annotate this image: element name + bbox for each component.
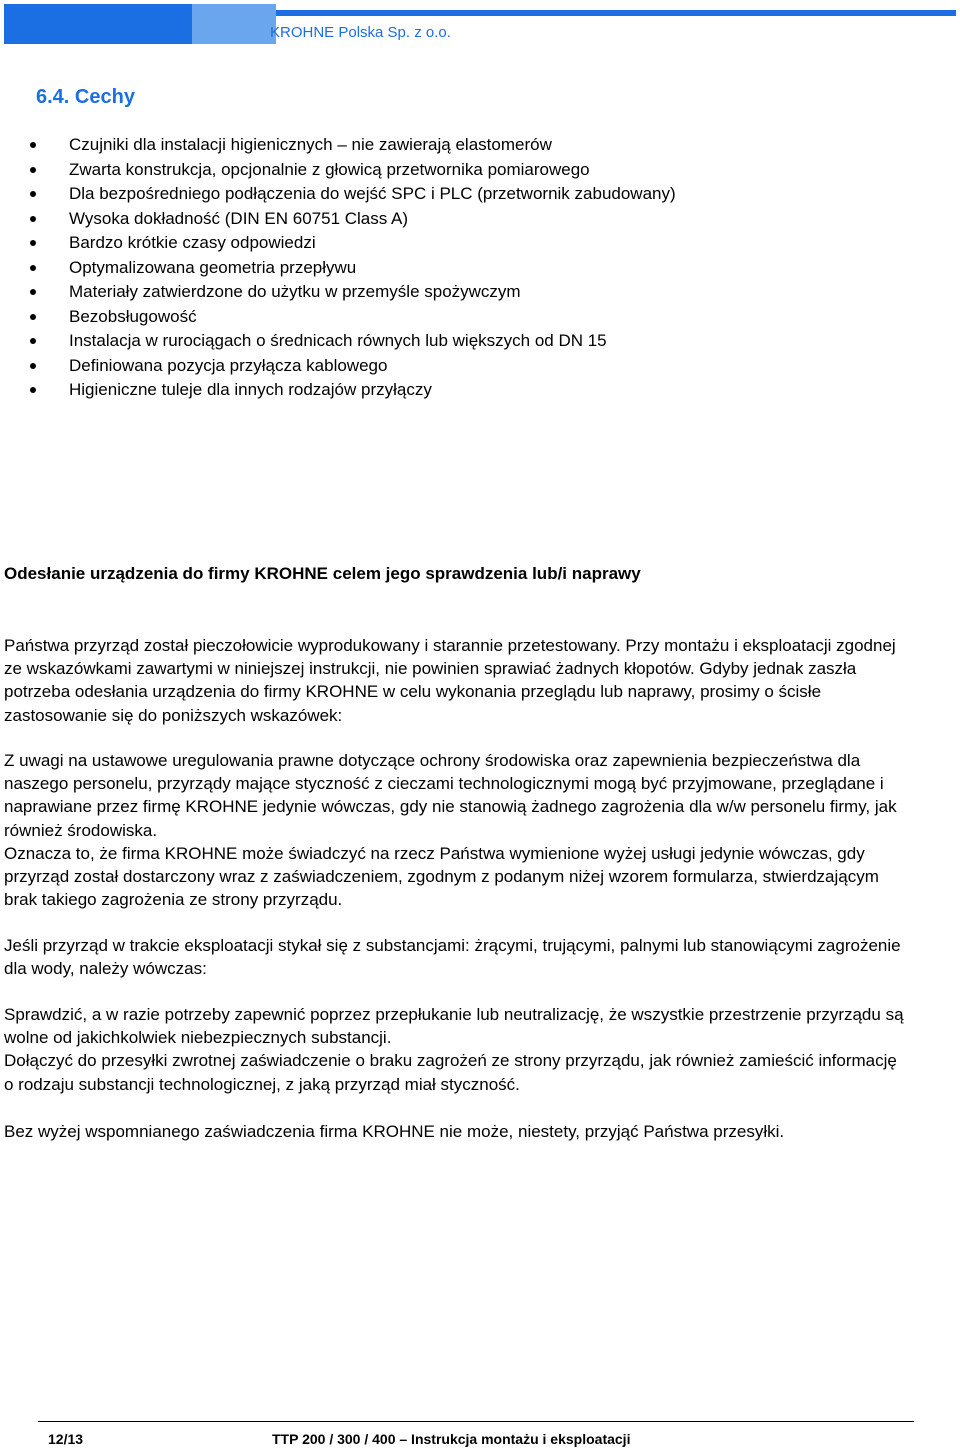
feature-text: Bezobsługowość: [69, 306, 197, 326]
feature-text: Bardzo krótkie czasy odpowiedzi: [69, 233, 316, 252]
paragraph-closing: Bez wyżej wspomnianego zaświadczenia firma KROHNE nie może, niestety, przyjąć Państwa przesyłki.: [4, 1122, 785, 1141]
bullet-icon: [30, 265, 36, 271]
feature-text: Optymalizowana geometria przepływu: [69, 257, 357, 277]
list-item: [0, 256, 676, 281]
list-item: [0, 305, 676, 330]
list-item: [0, 133, 676, 158]
list-item: [0, 207, 676, 232]
bullet-icon: [30, 363, 36, 369]
feature-text: Czujniki dla instalacji higienicznych – nie zawierają elastomerów: [69, 135, 552, 154]
list-item: [0, 158, 676, 183]
section-title: 6.4. Cechy: [36, 86, 135, 108]
feature-text: Definiowana pozycja przyłącza kablowego: [69, 355, 388, 375]
paragraph-hazard: Jeśli przyrząd w trakcie eksploatacji stykał się z substancjami: żrącymi, trującymi, palnymi lub stanowiącymi zagrożenie dla wody, należy wówczas:: [4, 936, 901, 979]
bullet-icon: [30, 387, 36, 393]
paragraph-legal: Z uwagi na ustawowe uregulowania prawne dotyczące ochrony środowiska oraz zapewnienia bezpieczeństwa dla naszego personelu, przyrządy mające styczność z cieczami technologicznymi mogą być przyjmowane, przeglądane i naprawiane przez firmę KROHNE jedynie wówczas, gdy nie stanowią żadnego zagrożenia dla w/w personelu firmy, jak również środowiska. Oznacza to, że firma KROHNE może świadczyć na rzecz Państwa wymienione wyżej usługi jedynie wówczas, gdy przyrząd został dostarczony wraz z zaświadczeniem, zgodnym z podanym niżej wzorem formularza, stwierdzającym brak takiego zagrożenia ze strony przyrządu.: [4, 751, 897, 910]
feature-text: Instalacja w rurociągach o średnicach równych lub większych od DN 15: [69, 331, 607, 350]
paragraph-intro: Państwa przyrząd został pieczołowicie wyprodukowany i starannie przetestowany. Przy montażu i eksploatacji zgodnej ze wskazówkami zawartymi w niniejszej instrukcji, nie powinien sprawiać żadnych kłopotów. Gdyby jednak zaszła potrzeba odesłania urządzenia do firmy KROHNE w celu wykonania przeglądu lub naprawy, prosimy o ścisłe zastosowanie się do poniższych wskazówek:: [4, 636, 896, 725]
list-item: [0, 378, 676, 403]
bullet-icon: [30, 142, 36, 148]
feature-text: Dla bezpośredniego podłączenia do wejść SPC i PLC (przetwornik zabudowany): [69, 184, 676, 203]
bullet-icon: [30, 314, 36, 320]
footer-rule: [90, 1421, 914, 1422]
feature-text: Higieniczne tuleje dla innych rodzajów przyłączy: [69, 380, 432, 399]
list-item: [0, 231, 676, 256]
paragraph-instructions: Sprawdzić, a w razie potrzeby zapewnić poprzez przepłukanie lub neutralizację, że wszystkie przestrzenie przyrządu są wolne od jakichkolwiek niebezpiecznych substancji. Dołączyć do przesyłki zwrotnej zaświadczenie o braku zagrożeń ze strony przyrządu, jak również zamieścić informację o rodzaju substancji technologicznej, z jaką przyrząd miał styczność.: [4, 1005, 904, 1094]
header-company-name: KROHNE Polska Sp. z o.o.: [270, 24, 451, 41]
feature-text: Wysoka dokładność (DIN EN 60751 Class A): [69, 208, 409, 228]
header-rule: [276, 10, 956, 16]
bullet-icon: [30, 338, 36, 344]
list-item: [0, 182, 676, 207]
feature-text: Zwarta konstrukcja, opcjonalnie z głowicą przetwornika pomiarowego: [69, 159, 590, 179]
header-logo-bar-light: [192, 4, 276, 44]
footer-rule-left: [38, 1421, 90, 1422]
bullet-icon: [30, 216, 36, 222]
bullet-icon: [30, 240, 36, 246]
returns-heading: Odesłanie urządzenia do firmy KROHNE celem jego sprawdzenia lub/i naprawy: [4, 564, 641, 583]
document-title: TTP 200 / 300 / 400 – Instrukcja montażu i eksploatacji: [272, 1431, 631, 1447]
list-item: [0, 354, 676, 379]
header-logo-bar: [4, 4, 192, 44]
list-item: [0, 280, 676, 305]
bullet-icon: [30, 289, 36, 295]
bullet-icon: [30, 167, 36, 173]
feature-list: [0, 133, 676, 403]
list-item: [0, 329, 676, 354]
page-number: 12/13: [48, 1431, 84, 1447]
feature-text: Materiały zatwierdzone do użytku w przemyśle spożywczym: [69, 282, 521, 301]
bullet-icon: [30, 191, 36, 197]
